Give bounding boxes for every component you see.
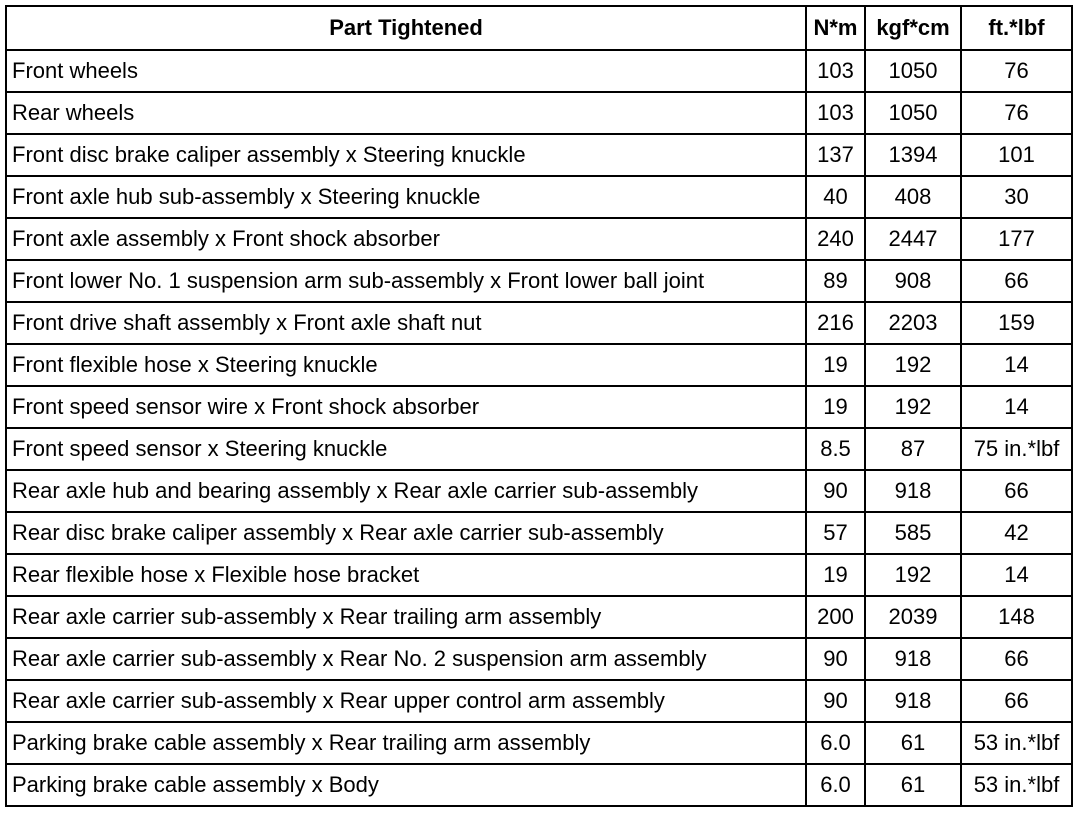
newton-meters-cell: 6.0	[806, 764, 865, 806]
table-row	[6, 554, 1072, 596]
ft-lbf-cell: 148	[961, 596, 1072, 638]
kgf-cm-cell: 192	[865, 554, 961, 596]
part-tightened-cell: Front lower No. 1 suspension arm sub-assembly x Front lower ball joint	[6, 260, 806, 302]
part-tightened-cell: Front axle hub sub-assembly x Steering knuckle	[6, 176, 806, 218]
part-tightened-cell: Rear axle carrier sub-assembly x Rear trailing arm assembly	[6, 596, 806, 638]
part-tightened-cell: Rear axle carrier sub-assembly x Rear No. 2 suspension arm assembly	[6, 638, 806, 680]
ft-lbf-cell: 75 in.*lbf	[961, 428, 1072, 470]
kgf-cm-cell: 1050	[865, 92, 961, 134]
ft-lbf-cell: 76	[961, 50, 1072, 92]
ft-lbf-cell: 14	[961, 386, 1072, 428]
torque-specification-table	[5, 5, 1073, 807]
newton-meters-cell: 216	[806, 302, 865, 344]
newton-meters-cell: 103	[806, 50, 865, 92]
ft-lbf-cell: 101	[961, 134, 1072, 176]
table-row	[6, 50, 1072, 92]
part-tightened-cell: Rear wheels	[6, 92, 806, 134]
kgf-cm-cell: 61	[865, 764, 961, 806]
part-tightened-cell: Rear axle carrier sub-assembly x Rear upper control arm assembly	[6, 680, 806, 722]
kgf-cm-cell: 2447	[865, 218, 961, 260]
table-row	[6, 470, 1072, 512]
kgf-cm-cell: 2203	[865, 302, 961, 344]
table-row	[6, 638, 1072, 680]
kgf-cm-cell: 918	[865, 680, 961, 722]
torque-specification-sheet	[5, 5, 1071, 807]
ft-lbf-cell: 30	[961, 176, 1072, 218]
newton-meters-cell: 89	[806, 260, 865, 302]
newton-meters-cell: 137	[806, 134, 865, 176]
newton-meters-cell: 90	[806, 638, 865, 680]
table-row	[6, 386, 1072, 428]
kgf-cm-cell: 1394	[865, 134, 961, 176]
table-row	[6, 428, 1072, 470]
newton-meters-cell: 6.0	[806, 722, 865, 764]
part-tightened-cell: Front speed sensor x Steering knuckle	[6, 428, 806, 470]
newton-meters-cell: 90	[806, 680, 865, 722]
newton-meters-cell: 19	[806, 344, 865, 386]
kgf-cm-cell: 908	[865, 260, 961, 302]
newton-meters-cell: 19	[806, 554, 865, 596]
kgf-cm-cell: 192	[865, 344, 961, 386]
part-tightened-cell: Parking brake cable assembly x Rear trailing arm assembly	[6, 722, 806, 764]
table-row	[6, 92, 1072, 134]
kgf-cm-cell: 408	[865, 176, 961, 218]
part-tightened-cell: Parking brake cable assembly x Body	[6, 764, 806, 806]
kgf-cm-cell: 2039	[865, 596, 961, 638]
ft-lbf-cell: 66	[961, 260, 1072, 302]
header-row	[6, 6, 1072, 50]
header-kgf-cm: kgf*cm	[865, 6, 961, 50]
newton-meters-cell: 57	[806, 512, 865, 554]
ft-lbf-cell: 42	[961, 512, 1072, 554]
newton-meters-cell: 40	[806, 176, 865, 218]
newton-meters-cell: 90	[806, 470, 865, 512]
table-row	[6, 596, 1072, 638]
table-row	[6, 176, 1072, 218]
ft-lbf-cell: 76	[961, 92, 1072, 134]
table-body	[6, 50, 1072, 806]
part-tightened-cell: Rear axle hub and bearing assembly x Rear axle carrier sub-assembly	[6, 470, 806, 512]
newton-meters-cell: 240	[806, 218, 865, 260]
newton-meters-cell: 200	[806, 596, 865, 638]
part-tightened-cell: Front drive shaft assembly x Front axle shaft nut	[6, 302, 806, 344]
table-row	[6, 302, 1072, 344]
part-tightened-cell: Front disc brake caliper assembly x Steering knuckle	[6, 134, 806, 176]
part-tightened-cell: Front wheels	[6, 50, 806, 92]
ft-lbf-cell: 14	[961, 554, 1072, 596]
table-row	[6, 512, 1072, 554]
part-tightened-cell: Rear flexible hose x Flexible hose bracket	[6, 554, 806, 596]
kgf-cm-cell: 918	[865, 470, 961, 512]
table-row	[6, 134, 1072, 176]
kgf-cm-cell: 192	[865, 386, 961, 428]
part-tightened-cell: Front speed sensor wire x Front shock absorber	[6, 386, 806, 428]
table-row	[6, 680, 1072, 722]
table-row	[6, 764, 1072, 806]
part-tightened-cell: Front axle assembly x Front shock absorber	[6, 218, 806, 260]
part-tightened-cell: Rear disc brake caliper assembly x Rear axle carrier sub-assembly	[6, 512, 806, 554]
newton-meters-cell: 19	[806, 386, 865, 428]
ft-lbf-cell: 159	[961, 302, 1072, 344]
header-ft-lbf: ft.*lbf	[961, 6, 1072, 50]
ft-lbf-cell: 66	[961, 680, 1072, 722]
ft-lbf-cell: 53 in.*lbf	[961, 764, 1072, 806]
table-row	[6, 218, 1072, 260]
kgf-cm-cell: 87	[865, 428, 961, 470]
kgf-cm-cell: 918	[865, 638, 961, 680]
header-part-tightened: Part Tightened	[6, 6, 806, 50]
table-header	[6, 6, 1072, 50]
part-tightened-cell: Front flexible hose x Steering knuckle	[6, 344, 806, 386]
table-row	[6, 344, 1072, 386]
table-row	[6, 260, 1072, 302]
ft-lbf-cell: 14	[961, 344, 1072, 386]
table-row	[6, 722, 1072, 764]
newton-meters-cell: 8.5	[806, 428, 865, 470]
ft-lbf-cell: 53 in.*lbf	[961, 722, 1072, 764]
ft-lbf-cell: 177	[961, 218, 1072, 260]
ft-lbf-cell: 66	[961, 638, 1072, 680]
ft-lbf-cell: 66	[961, 470, 1072, 512]
kgf-cm-cell: 1050	[865, 50, 961, 92]
kgf-cm-cell: 61	[865, 722, 961, 764]
header-newton-meters: N*m	[806, 6, 865, 50]
newton-meters-cell: 103	[806, 92, 865, 134]
kgf-cm-cell: 585	[865, 512, 961, 554]
